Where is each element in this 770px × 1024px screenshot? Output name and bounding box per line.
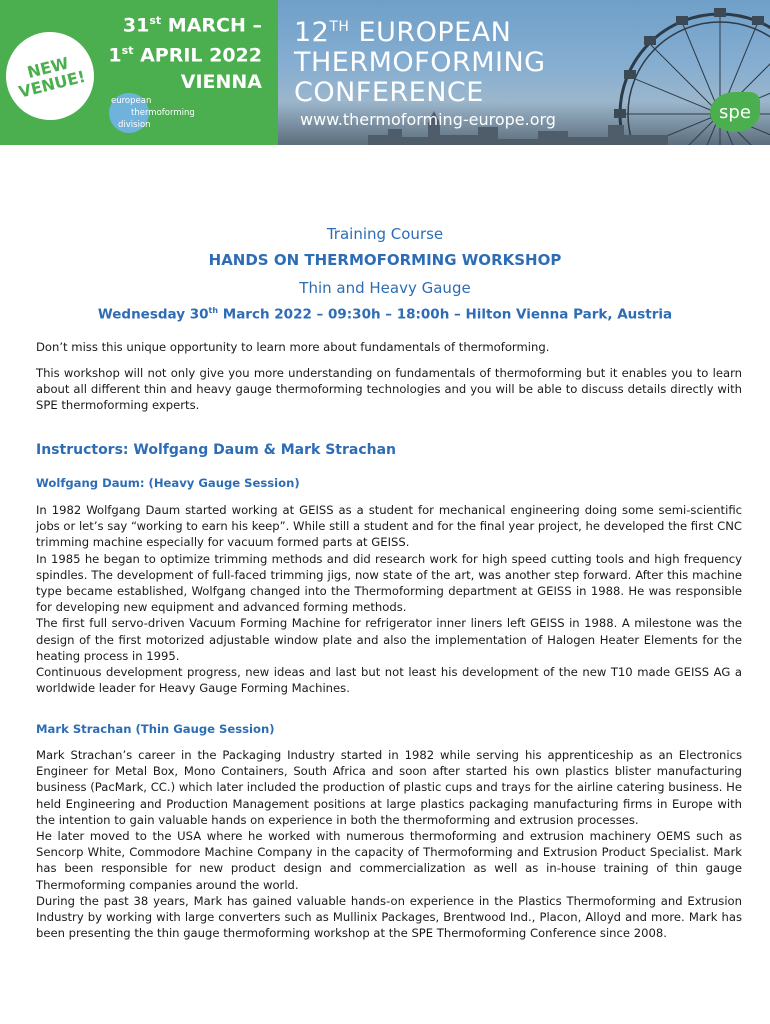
- date-line-3: VIENNA: [180, 70, 262, 93]
- new-venue-badge: [0, 23, 103, 130]
- event-dates: [108, 8, 262, 95]
- strachan-bio-p2: He later moved to the USA where he worked with numerous thermoforming and extrusion machinery OEMS such as Sencorp White, Commodore Machine Company in the capacity of Thermoforming and Extrusion Product Specialist. Mark has been responsible for new product design and commercialization as well as in-house training of thin gauge Thermoforming companies around the world.: [36, 829, 742, 892]
- conference-title: [294, 12, 546, 108]
- date-line-2: 1st APRIL 2022: [108, 44, 262, 67]
- intro-paragraph-1: Don’t miss this unique opportunity to learn more about fundamentals of thermoforming.: [36, 340, 550, 354]
- new-venue-text: NEW VENUE!: [16, 53, 88, 102]
- event-date-location: Wednesday 30th March 2022 – 09:30h – 18:00h – Hilton Vienna Park, Austria: [97, 306, 673, 323]
- strachan-bio-p3: During the past 38 years, Mark has gained valuable hands-on experience in the Plastics Thermoforming and Extrusion Industry by working with large converters such as Mullinix Packages, Brentwood Ind., Placon, Alloyd and more. Mark has been presenting the thin gauge thermoforming workshop at the SPE Thermoforming Conference since 2008.: [36, 893, 742, 941]
- workshop-title: HANDS ON THERMOFORMING WORKSHOP: [208, 251, 562, 269]
- daum-bio-p1: In 1982 Wolfgang Daum started working at GEISS as a student for mechanical engineering doing some semi-scientific jobs or let’s say “working to earn his keep”. While still a student and for the final year project, he developed the first CNC trimming machine especially for vacuum formed parts at GEISS.: [36, 503, 742, 550]
- banner-photo-panel: [278, 0, 770, 145]
- strachan-bio-p1: Mark Strachan’s career in the Packaging Industry started in 1982 while serving his apprenticeship as an Electronics Engineer for Metal Box, Mono Containers, South Africa and soon after started his own plastics blister manufacturing business (PacMark, CC.) which later included the production of plastic cups and trays for the airline catering business. He held Engineering and Production Management positions at large plastics packaging manufacturing firms in Europe with the intention to gain valuable hands on experience in both the thermoforming and extrusion processes.: [36, 748, 742, 827]
- instructors-heading: Instructors: Wolfgang Daum & Mark Strachan: [36, 442, 397, 458]
- division-logo-text: european thermoforming division: [111, 96, 195, 130]
- intro-paragraph-2: This workshop will not only give you more understanding on fundamentals of thermoforming but it enables you to learn about all different thin and heavy gauge thermoforming technologies and you will be able to discuss details directly with SPE thermoforming experts.: [36, 366, 742, 413]
- conference-url[interactable]: www.thermoforming-europe.org: [300, 110, 556, 129]
- training-course-label: Training Course: [326, 225, 444, 243]
- daum-bio-p2: In 1985 he began to optimize trimming methods and did research work for high speed cutting tools and high frequency spindles. The development of full-faced trimming jigs, now state of the art, was another step forward. After this machine type became established, Wolfgang changed into the Thermoforming department at GEISS in 1988. He was responsible for developing new equipment and advanced forming methods.: [36, 551, 742, 615]
- header-banner: [0, 0, 770, 145]
- daum-bio: [36, 502, 742, 696]
- conference-title-line-3: CONFERENCE: [294, 77, 484, 108]
- banner-green-panel: [0, 0, 278, 145]
- date-line-1: 31st MARCH –: [122, 14, 262, 37]
- daum-bio-p4: Continuous development progress, new ideas and last but not least his development of the new T10 made GEISS AG a worldwide leader for Heavy Gauge Forming Machines.: [36, 665, 742, 696]
- conference-title-line-1: 12TH EUROPEAN: [294, 17, 512, 48]
- daum-heading: Wolfgang Daum: (Heavy Gauge Session): [36, 476, 300, 490]
- daum-bio-p3: The first full servo-driven Vacuum Forming Machine for refrigerator inner liners left GEISS in 1988. A milestone was the design of the first motorized adjustable window plate and also the implementation of Halogen Heater Elements for the heating process in 1995.: [36, 616, 742, 663]
- strachan-heading: Mark Strachan (Thin Gauge Session): [36, 722, 275, 736]
- strachan-bio: [36, 747, 742, 941]
- conference-title-line-2: THERMOFORMING: [294, 47, 546, 78]
- gauge-subtitle: Thin and Heavy Gauge: [299, 279, 471, 297]
- spe-logo: spe: [710, 92, 760, 132]
